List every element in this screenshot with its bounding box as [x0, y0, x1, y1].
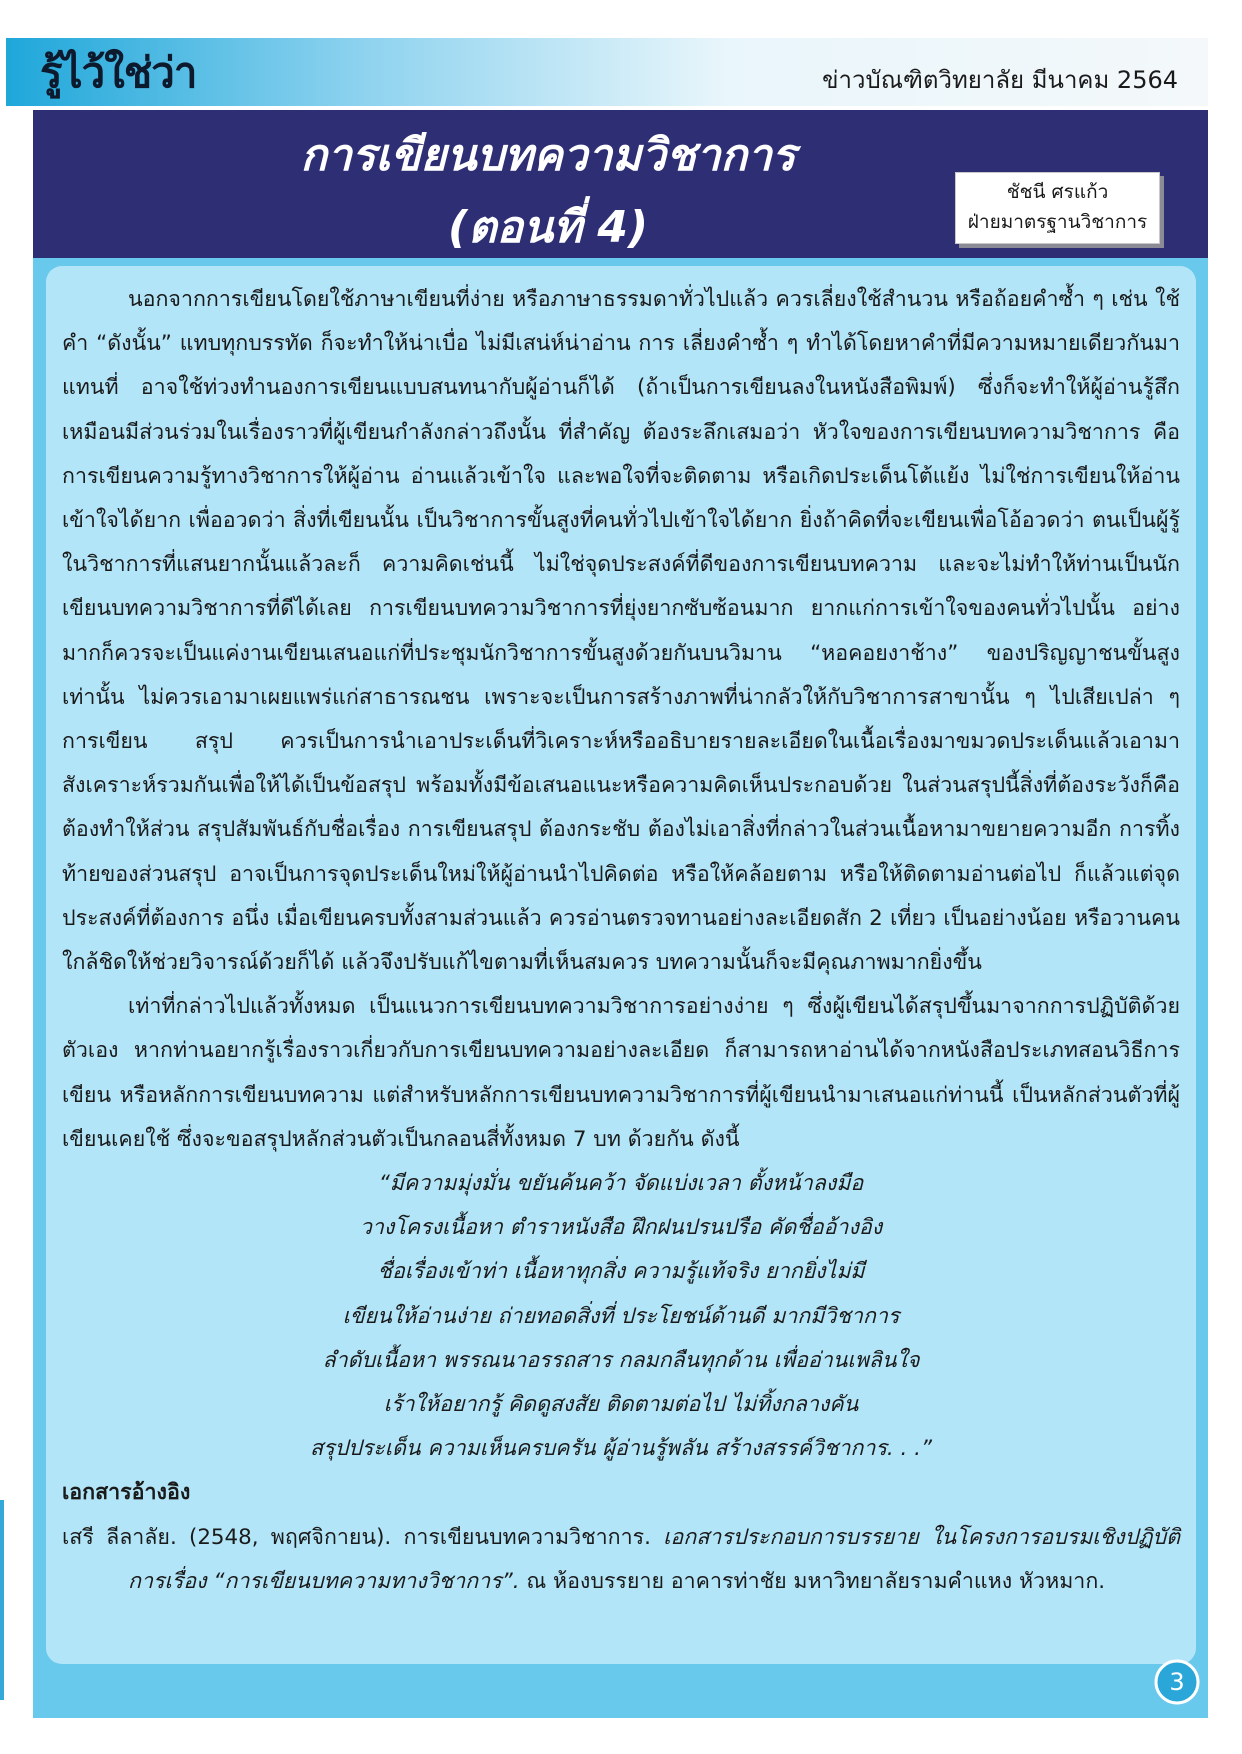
- poem-line: เร้าให้อยากรู้ คิดดูสงสัย ติดตามต่อไป ไม่ทิ้งกลางคัน: [383, 1392, 859, 1418]
- author-box: [955, 172, 1160, 244]
- author-name: ชัชนี ศรแก้ว: [1006, 181, 1109, 203]
- article-body: [62, 278, 1180, 1604]
- article-part: (ตอนที่ 4): [447, 202, 649, 253]
- section-tag: รู้ไว้ใช่ว่า: [40, 48, 197, 97]
- paragraph-2: เท่าที่กล่าวไปแล้วทั้งหมด เป็นแนวการเขียนบทความวิชาการอย่างง่าย ๆ ซึ่งผู้เขียนได้สรุปขึ้นมาจากการปฏิบัติด้วยตัวเอง หากท่านอยากรู้เรื่องราวเกี่ยวกับการเขียนบทความอย่างละเอียด ก็สามารถหาอ่านได้จากหนังสือประเภทสอนวิธีการเขียน หรือหลักการเขียนบทความ แต่สำหรับหลักการเขียนบทความวิชาการที่ผู้เขียนนำมาเสนอแก่ท่านนี้ เป็นหลักส่วนตัวที่ผู้เขียนเคยใช้ ซึ่งจะขอสรุปหลักส่วนตัวเป็นกลอนสี่ทั้งหมด 7 บท ด้วยกัน ดังนี้: [62, 994, 1180, 1152]
- author-dept: ฝ่ายมาตรฐานวิชาการ: [967, 211, 1148, 233]
- poem-line: “มีความมุ่งมั่น ขยันค้นคว้า จัดแบ่งเวลา ตั้งหน้าลงมือ: [378, 1171, 864, 1197]
- page-number: 3: [1169, 1668, 1185, 1696]
- poem: [62, 1162, 1180, 1471]
- poem-line: สรุปประเด็น ความเห็นครบครัน ผู้อ่านรู้พลัน สร้างสรรค์วิชาการ. . .”: [310, 1436, 932, 1462]
- poem-line: ลำดับเนื้อหา พรรณนาอรรถสาร กลมกลืนทุกด้าน เพื่ออ่านเพลินใจ: [322, 1347, 920, 1373]
- reference-source: เอกสารประกอบการบรรยาย ในโครงการอบรมเชิงปฏิบัติการเรื่อง “การเขียนบทความทางวิชาการ”.: [128, 1524, 1180, 1594]
- references-heading: เอกสารอ้างอิง: [62, 1480, 191, 1506]
- poem-line: เขียนให้อ่านง่าย ถ่ายทอดสิ่งที่ ประโยชน์ด้านดี มากมีวิชาการ: [342, 1303, 900, 1329]
- side-accent: [0, 1500, 4, 1700]
- reference-venue: ณ ห้องบรรยาย อาคารท่าชัย มหาวิทยาลัยรามคำแหง หัวหมาก.: [526, 1568, 1106, 1594]
- poem-line: ชื่อเรื่องเข้าท่า เนื้อหาทุกสิ่ง ความรู้แท้จริง ยากยิ่งไม่มี: [377, 1259, 865, 1285]
- article-title: การเขียนบทความวิชาการ: [300, 130, 796, 181]
- poem-line: วางโครงเนื้อหา ตำราหนังสือ ฝึกฝนปรนปรือ คัดชื่ออ้างอิง: [359, 1215, 883, 1241]
- reference-author: เสรี ลีลาลัย. (2548, พฤศจิกายน). การเขียนบทความวิชาการ.: [62, 1524, 651, 1550]
- paragraph-1: นอกจากการเขียนโดยใช้ภาษาเขียนที่ง่าย หรือภาษาธรรมดาทั่วไปแล้ว ควรเลี่ยงใช้สำนวน หรือถ้อยคำซ้ำ ๆ เช่น ใช้ คำ “ดังนั้น” แทบทุกบรรทัด ก็จะทำให้น่าเบื่อ ไม่มีเสน่ห์น่าอ่าน การ เลี่ยงคำซ้ำ ๆ ทำได้โดยหาคำที่มีความหมายเดียวกันมาแทนที่ อาจใช้ท่วงทำนองการเขียนแบบสนทนากับผู้อ่านก็ได้ (ถ้าเป็นการเขียนลงในหนังสือพิมพ์) ซึ่งก็จะทำให้ผู้อ่านรู้สึกเหมือนมีส่วนร่วมในเรื่องราวที่ผู้เขียนกำลังกล่าวถึงนั้น ที่สำคัญ ต้องระลึกเสมอว่า หัวใจของการเขียนบทความวิชาการ คือ การเขียนความรู้ทางวิชาการให้ผู้อ่าน อ่านแล้วเข้าใจ และพอใจที่จะติดตาม หรือเกิดประเด็นโต้แย้ง ไม่ใช่การเขียนให้อ่านเข้าใจได้ยาก เพื่ออวดว่า สิ่งที่เขียนนั้น เป็นวิชาการขั้นสูงที่คนทั่วไปเข้าใจได้ยาก ยิ่งถ้าคิดที่จะเขียนเพื่อโอ้อวดว่า ตนเป็นผู้รู้ในวิชาการที่แสนยากนั้นแล้วละก็ ความคิดเช่นนี้ ไม่ใช่จุดประสงค์ที่ดีของการเขียนบทความ และจะไม่ทำให้ท่านเป็นนักเขียนบทความวิชาการที่ดีได้เลย การเขียนบทความวิชาการที่ยุ่งยากซับซ้อนมาก ยากแก่การเข้าใจของคนทั่วไปนั้น อย่างมากก็ควรจะเป็นแค่งานเขียนเสนอแก่ที่ประชุมนักวิชาการขั้นสูงด้วยกันบนวิมาน “หอคอยงาช้าง” ของปริญญาชนขั้นสูงเท่านั้น ไม่ควรเอามาเผยแพร่แก่สาธารณชน เพราะจะเป็นการสร้างภาพที่น่ากลัวให้กับวิชาการสาขานั้น ๆ ไปเสียเปล่า ๆ การเขียน สรุป ควรเป็นการนำเอาประเด็นที่วิเคราะห์หรืออธิบายรายละเอียดในเนื้อเรื่องมาขมวดประเด็นแล้วเอามาสังเคราะห์รวมกันเพื่อให้ได้เป็นข้อสรุป พร้อมทั้งมีข้อเสนอแนะหรือความคิดเห็นประกอบด้วย ในส่วนสรุปนี้สิ่งที่ต้องระวังก็คือ ต้องทำให้ส่วน สรุปสัมพันธ์กับชื่อเรื่อง การเขียนสรุป ต้องกระชับ ต้องไม่เอาสิ่งที่กล่าวในส่วนเนื้อหามาขยายความอีก การทิ้งท้ายของส่วนสรุป อาจเป็นการจุดประเด็นใหม่ให้ผู้อ่านนำไปคิดต่อ หรือให้คล้อยตาม หรือให้ติดตามอ่านต่อไป ก็แล้วแต่จุดประสงค์ที่ต้องการ อนึ่ง เมื่อเขียนครบทั้งสามส่วนแล้ว ควรอ่านตรวจทานอย่างละเอียดสัก 2 เที่ยว เป็นอย่างน้อย หรือวานคนใกล้ชิดให้ช่วยวิจารณ์ด้วยก็ได้ แล้วจึงปรับแก้ไขตามที่เห็นสมควร บทความนั้นก็จะมีคุณภาพมากยิ่งขึ้น: [62, 287, 1180, 976]
- reference-entry: [62, 1516, 1180, 1604]
- page-number-badge: [1153, 1658, 1201, 1706]
- issue-line: ข่าวบัณฑิตวิทยาลัย มีนาคม 2564: [822, 66, 1178, 94]
